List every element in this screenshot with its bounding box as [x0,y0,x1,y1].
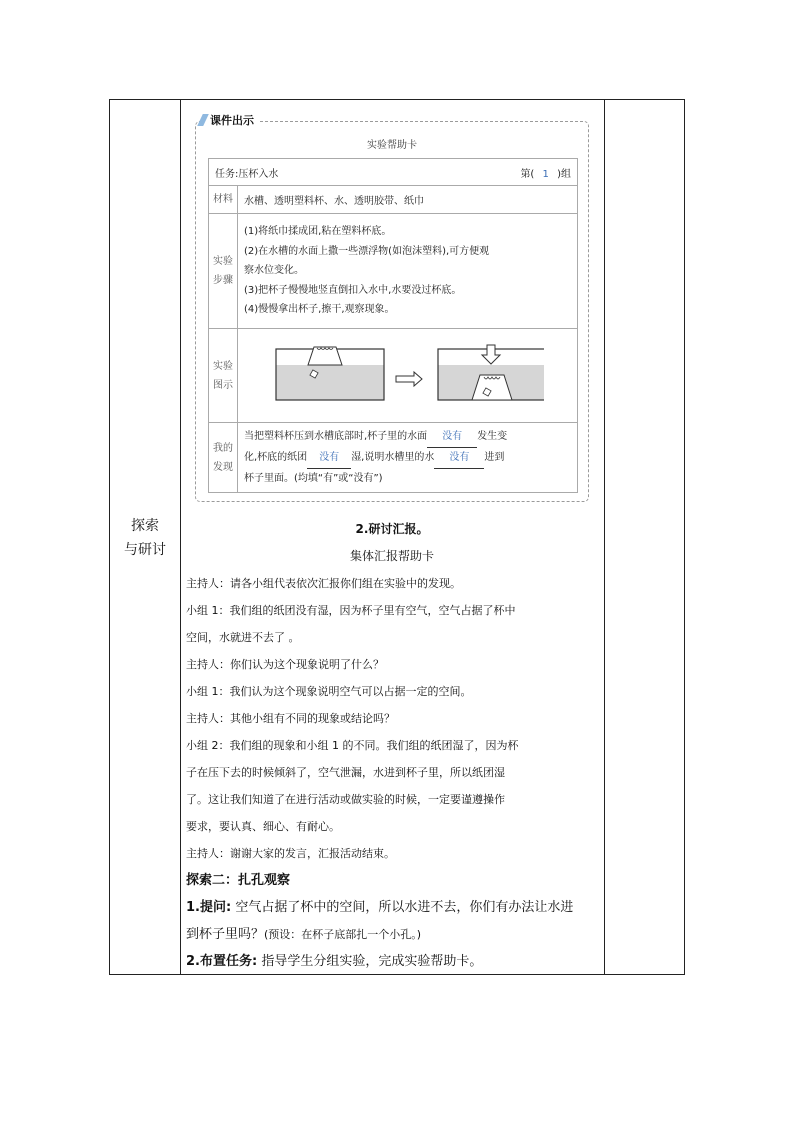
step-line: 察水位变化。 [244,265,304,277]
task-row [209,159,578,186]
step-line: (2)在水槽的水面上撒一些漂浮物(如泡沫塑料),可方便观 [244,245,490,257]
task-line: 2.布置任务: 指导学生分组实验，完成实验帮助卡。 [186,954,483,969]
dialogue-line: 小组 1：我们组的纸团没有湿，因为杯子里有空气，空气占据了杯中 [186,604,516,617]
dialogue-line: 主持人：你们认为这个现象说明了什么？ [186,658,384,671]
task-label: 任务: [215,168,239,180]
materials-value: 水槽、透明塑料杯、水、透明胶带、纸巾 [238,186,578,214]
dialogue-line: 子在压下去的时候倾斜了，空气泄漏，水进到杯子里，所以纸团湿 [186,766,505,779]
answer-blank: 没有 [307,448,351,469]
materials-label: 材料 [209,186,238,214]
step-line: (3)把杯子慢慢地竖直倒扣入水中,水要没过杯底。 [244,284,462,296]
column-divider [604,100,605,974]
answer-blank: 没有 [434,448,484,469]
arrow-down-icon [482,345,500,364]
water [276,365,384,400]
column-divider [180,100,181,974]
report-card-title: 集体汇报帮助卡 [349,549,434,563]
question-line: 到杯子里吗？(预设：在杯子底部扎一个小孔。) [186,927,422,942]
dialogue-line: 主持人：谢谢大家的发言，汇报活动结束。 [186,847,395,860]
explore-two-heading: 探索二：扎孔观察 [186,873,291,888]
group-number: 第( 1 )组 [520,168,571,180]
help-card-title: 实验帮助卡 [367,140,417,151]
step-line: (4)慢慢拿出杯子,擦干,观察现象。 [244,304,395,316]
dialogue-line: 主持人：其他小组有不同的现象或结论吗？ [186,712,395,725]
dialogue-line: 小组 1：我们认为这个现象说明空气可以占据一定的空间。 [186,685,472,698]
answer-blank: 没有 [427,427,477,448]
experiment-diagram [238,329,578,423]
dialogue-line: 主持人：请各小组代表依次汇报你们组在实验中的发现。 [186,577,461,590]
cup-left [308,347,342,365]
steps-label: 实验 步骤 [209,214,238,329]
dialogue-line: 空间，水就进不去了 。 [186,631,300,644]
report-section [186,516,598,975]
section-label: 探索 与研讨 [124,518,166,558]
diagram-label: 实验 图示 [209,329,238,423]
finding-label: 我的 发现 [209,423,238,493]
dialogue-line: 要求，要认真、细心、有耐心。 [186,820,340,833]
report-heading: 2.研讨汇报。 [355,522,429,536]
task-value: 压杯入水 [238,168,279,180]
question-line: 1.提问: 空气占据了杯中的空间，所以水进不去，你们有办法让水进 [186,900,574,915]
dialogue-line: 小组 2：我们组的现象和小组 1 的不同。我们组的纸团湿了，因为杯 [186,739,519,752]
dialogue-line: 了。这让我们知道了在进行活动或做实验的时候，一定要谨遵操作 [186,793,505,806]
diagram-svg [244,331,544,417]
finding-text: 当把塑料杯压到水槽底部时,杯子里的水面 没有 发生变 化,杯底的纸团 没有 湿,说明水槽里的水 没有 进到 杯子里面。(均填“有”或“没有”) [238,423,578,493]
courseware-tag-text: 课件出示 [210,114,254,127]
steps-list [238,214,578,329]
experiment-help-card [208,158,578,493]
step-line: (1)将纸巾揉成团,粘在塑料杯底。 [244,226,392,238]
courseware-tag [200,112,258,130]
arrow-right-icon [396,372,422,386]
